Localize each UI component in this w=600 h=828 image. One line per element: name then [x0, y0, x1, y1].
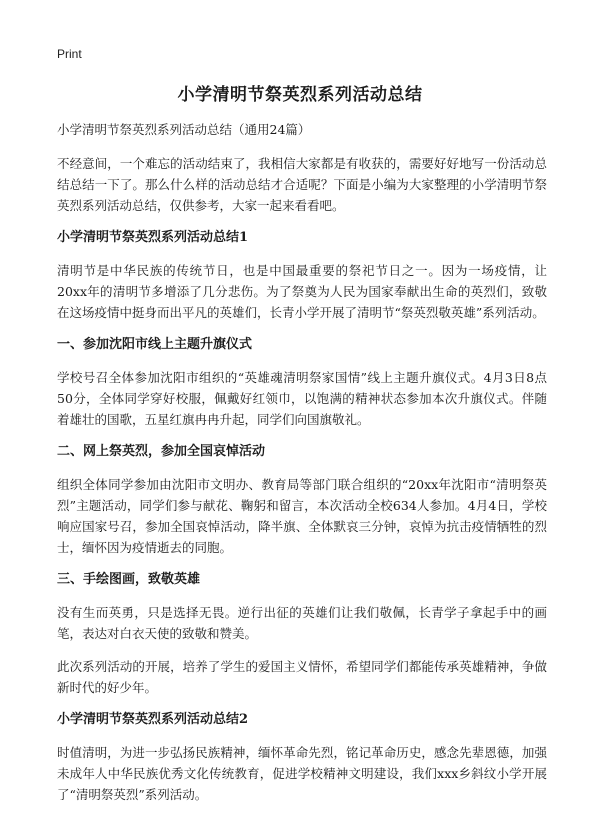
print-link[interactable]: Print — [57, 47, 82, 61]
document-subtitle: 小学清明节祭英烈系列活动总结（通用24篇） — [57, 122, 311, 137]
intro-paragraph: 不经意间，一个难忘的活动结束了，我相信大家都是有收获的，需要好好地写一份活动总结总结一下了。那么什么样的活动总结才合适呢？下面是小编为大家整理的小学清明节祭英烈系列活动总结，仅供参考，大家一起来看看吧。 — [57, 156, 547, 213]
subsection-heading-flag-ceremony: 一、参加沈阳市线上主题升旗仪式 — [57, 337, 253, 352]
page-title: 小学清明节祭英烈系列活动总结 — [177, 85, 423, 105]
subsection-flag-ceremony-paragraph: 学校号召全体参加沈阳市组织的“英雄魂清明祭家国情”线上主题升旗仪式。4月3日8点50分，全体同学穿好校服，佩戴好红领巾，以饱满的精神状态参加本次升旗仪式。伴随着雄壮的国歌，五星红旗冉冉升起，同学们向国旗敬礼。 — [57, 370, 547, 427]
section-1-paragraph: 清明节是中华民族的传统节日，也是中国最重要的祭祀节日之一。因为一场疫情，让20xx年的清明节多增添了几分悲伤。为了祭奠为人民为国家奉献出生命的英烈们，致敬在这场疫情中挺身而出平凡的英雄们，长青小学开展了清明节“祭英烈敬英雄”系列活动。 — [57, 263, 547, 320]
subsection-drawing-paragraph-2: 此次系列活动的开展，培养了学生的爱国主义情怀，希望同学们都能传承英雄精神，争做新时代的好少年。 — [57, 659, 547, 695]
subsection-heading-online-mourning: 二、网上祭英烈，参加全国哀悼活动 — [57, 444, 266, 459]
subsection-online-mourning-paragraph: 组织全体同学参加由沈阳市文明办、教育局等部门联合组织的“20xx年沈阳市“清明祭英烈”主题活动，同学们参与献花、鞠躬和留言，本次活动全校634人参加。4月4日，学校响应国家号召，参加全国哀悼活动，降半旗、全体默哀三分钟，哀悼为抗击疫情牺牲的烈士，缅怀因为疫情逝去的同胞。 — [57, 477, 547, 555]
section-2-paragraph: 时值清明，为进一步弘扬民族精神，缅怀革命先烈，铭记革命历史，感念先辈恩德，加强未成年人中华民族优秀文化传统教育，促进学校精神文明建设，我们xxx乡斜纹小学开展了“清明祭英烈”系列活动。 — [57, 745, 547, 802]
subsection-drawing-paragraph-1: 没有生而英勇，只是选择无畏。逆行出征的英雄们让我们敬佩，长青学子拿起手中的画笔，表达对白衣天使的致敬和赞美。 — [57, 605, 547, 641]
document-body — [57, 120, 547, 817]
section-heading-1: 小学清明节祭英烈系列活动总结1 — [57, 230, 249, 245]
subsection-heading-drawing: 三、手绘图画，致敬英雄 — [57, 572, 201, 587]
section-heading-2: 小学清明节祭英烈系列活动总结2 — [57, 712, 249, 727]
